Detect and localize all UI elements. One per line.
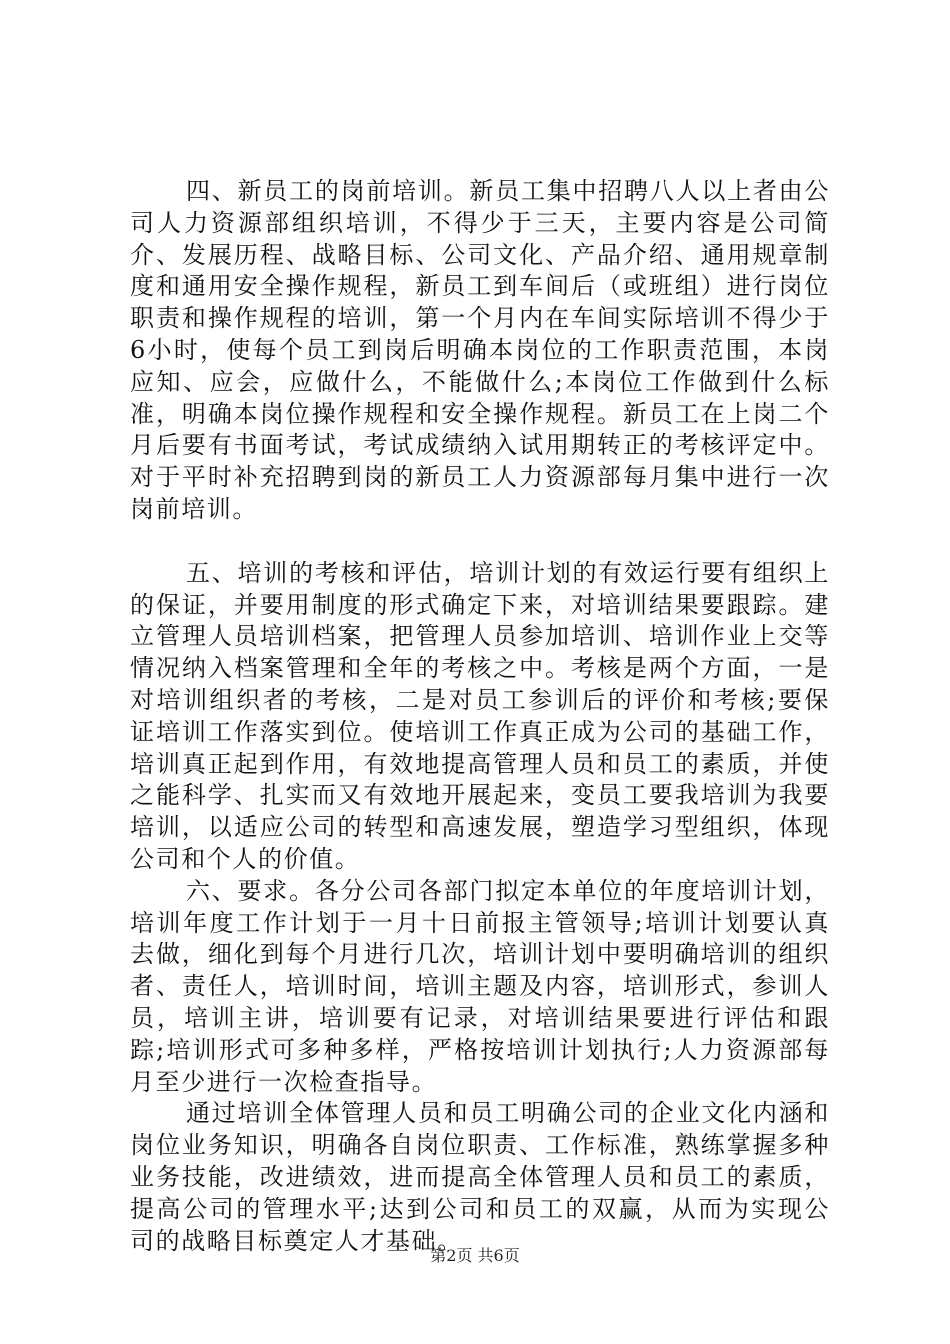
- paragraph-assessment-evaluation: 五、培训的考核和评估，培训计划的有效运行要有组织上的保证，并要用制度的形式确定下来，对培训结果要跟踪。建立管理人员培训档案，把管理人员参加培训、培训作业上交等情况纳入档案管理和全年的考核之中。考核是两个方面，一是对培训组织者的考核，二是对员工参训后的评价和考核;要保证培训工作落实到位。使培训工作真正成为公司的基础工作，培训真正起到作用，有效地提高管理人员和员工的素质，并使之能科学、扎实而又有效地开展起来，变员工要我培训为我要培训，以适应公司的转型和高速发展，塑造学习型组织，体现公司和个人的价值。: [130, 558, 830, 873]
- paragraph-requirements: 六、要求。各分公司各部门拟定本单位的年度培训计划，培训年度工作计划于一月十日前报主管领导;培训计划要认真去做，细化到每个月进行几次，培训计划中要明确培训的组织者、责任人，培训时间，培训主题及内容，培训形式，参训人员，培训主讲，培训要有记录，对培训结果要进行评估和跟踪;培训形式可多种多样，严格按培训计划执行;人力资源部每月至少进行一次检查指导。: [130, 876, 830, 1096]
- paragraph-pre-job-training: 四、新员工的岗前培训。新员工集中招聘八人以上者由公司人力资源部组织培训，不得少于三天，主要内容是公司简介、发展历程、战略目标、公司文化、产品介绍、通用规章制度和通用安全操作规程，新员工到车间后（或班组）进行岗位职责和操作规程的培训，第一个月内在车间实际培训不得少于6小时，使每个员工到岗后明确本岗位的工作职责范围，本岗应知、应会，应做什么，不能做什么;本岗位工作做到什么标准，明确本岗位操作规程和安全操作规程。新员工在上岗二个月后要有书面考试，考试成绩纳入试用期转正的考核评定中。对于平时补充招聘到岗的新员工人力资源部每月集中进行一次岗前培训。: [130, 177, 830, 523]
- page-number-footer: 第2页 共6页: [430, 1246, 520, 1265]
- paragraph-conclusion: 通过培训全体管理人员和员工明确公司的企业文化内涵和岗位业务知识，明确各自岗位职责、工作标准，熟练掌握多种业务技能，改进绩效，进而提高全体管理人员和员工的素质，提高公司的管理水平;达到公司和员工的双赢，从而为实现公司的战略目标奠定人才基础。: [130, 1099, 830, 1255]
- document-body: [130, 176, 830, 1257]
